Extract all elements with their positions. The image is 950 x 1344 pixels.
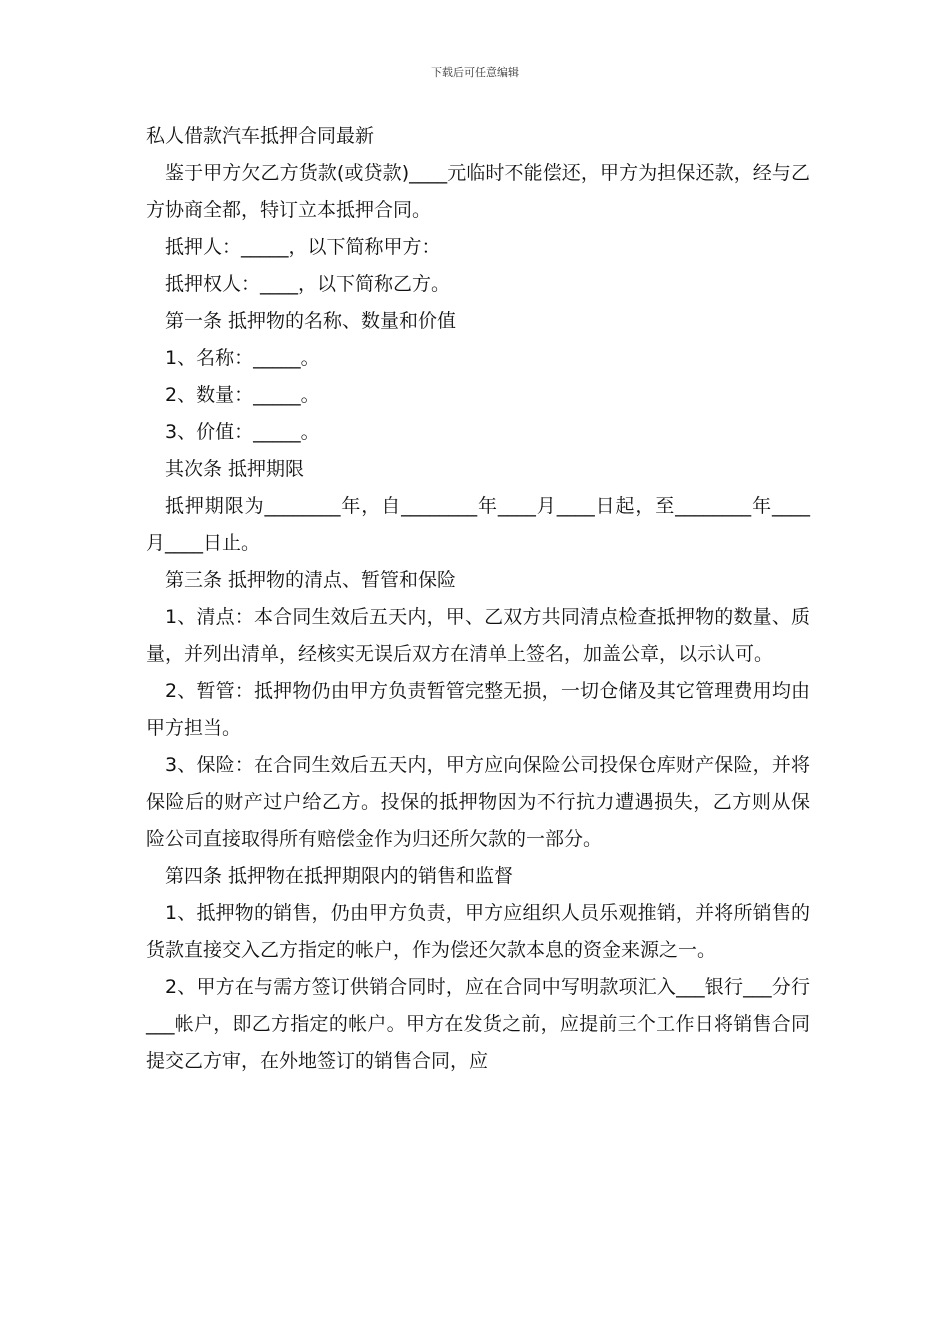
clause-term: 抵押期限为________年，自________年____月____日起，至________年____月____日止。 [146,495,810,554]
clause-contract: 2、甲方在与需方签订供销合同时，应在合同中写明款项汇入___银行___分行___帐户，即乙方指定的帐户。甲方在发货之前，应提前三个工作日将销售合同提交乙方审，在外地签订的销售合同，应 [146,976,810,1072]
paragraph-mortgagee: 抵押权人：____，以下简称乙方。 [165,273,451,295]
clause-name: 1、名称：_____。 [165,347,320,369]
clause-inventory: 1、清点：本合同生效后五天内，甲、乙双方共同清点检查抵押物的数量、质量，并列出清单，经核实无误后双方在清单上签名，加盖公章，以示认可。 [146,606,810,665]
document-body [146,118,810,1080]
section-heading-3: 第三条 抵押物的清点、暂管和保险 [165,569,457,591]
clause-value: 3、价值：_____。 [165,421,320,443]
section-heading-2: 其次条 抵押期限 [165,458,305,480]
section-heading-1: 第一条 抵押物的名称、数量和价值 [165,310,457,332]
header-note: 下载后可任意编辑 [431,66,519,79]
paragraph-preamble: 鉴于甲方欠乙方货款(或贷款)____元临时不能偿还，甲方为担保还款，经与乙方协商全都，特订立本抵押合同。 [146,162,810,221]
clause-insurance: 3、保险：在合同生效后五天内，甲方应向保险公司投保仓库财产保险，并将保险后的财产过户给乙方。投保的抵押物因为不行抗力遭遇损失，乙方则从保险公司直接取得所有赔偿金作为归还所欠款的一部分。 [146,754,810,850]
paragraph-mortgagor: 抵押人：_____，以下简称甲方： [165,236,441,258]
section-heading-4: 第四条 抵押物在抵押期限内的销售和监督 [165,865,514,887]
clause-sales: 1、抵押物的销售，仍由甲方负责，甲方应组织人员乐观推销，并将所销售的货款直接交入乙方指定的帐户，作为偿还欠款本息的资金来源之一。 [146,902,810,961]
clause-custody: 2、暂管：抵押物仍由甲方负责暂管完整无损，一切仓储及其它管理费用均由甲方担当。 [146,680,810,739]
document-title: 私人借款汽车抵押合同最新 [146,125,375,147]
clause-quantity: 2、数量：_____。 [165,384,320,406]
